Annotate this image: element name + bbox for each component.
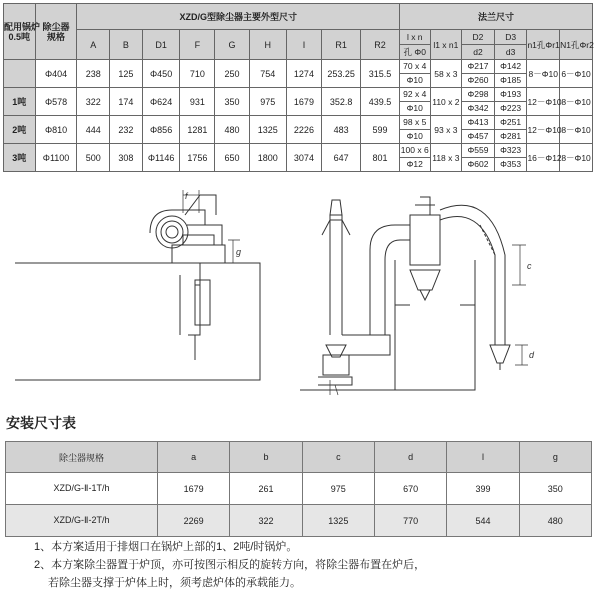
- cell: Φ413: [462, 116, 494, 130]
- cell: 350: [215, 88, 250, 116]
- cell: 315.5: [361, 60, 400, 88]
- col-d0: 孔 Φ0: [403, 47, 426, 57]
- install-header-g: g: [519, 442, 591, 473]
- cell: 8－Φ10: [560, 144, 593, 172]
- cell: 1800: [249, 144, 286, 172]
- row-boiler: 3吨: [4, 144, 36, 172]
- cell-split: [399, 60, 430, 88]
- cell: Φ353: [500, 159, 522, 169]
- cell: 350: [519, 473, 591, 505]
- right-elevation: [300, 197, 528, 395]
- cell: 975: [249, 88, 286, 116]
- col-lxn: l x n: [400, 30, 430, 45]
- cell: 670: [374, 473, 446, 505]
- col-lxn-cell: [399, 30, 430, 60]
- cell: Φ193: [495, 88, 527, 102]
- col-g: G: [215, 30, 250, 60]
- install-header-b: b: [230, 442, 302, 473]
- install-header-d: d: [374, 442, 446, 473]
- cell: 1679: [158, 473, 230, 505]
- cell: Φ223: [500, 103, 522, 113]
- cell: 125: [110, 60, 143, 88]
- cell: 6－Φ10: [560, 60, 593, 88]
- install-header-l: l: [447, 442, 519, 473]
- cell: Φ457: [467, 131, 489, 141]
- row-dust: Φ1100: [35, 144, 77, 172]
- cell: Φ450: [142, 60, 180, 88]
- install-header-c: c: [302, 442, 374, 473]
- cell: 98 x 5: [400, 116, 430, 130]
- cell: 8－Φ10: [560, 88, 593, 116]
- cell: XZD/G-Ⅱ-2T/h: [6, 505, 158, 537]
- table-row: [4, 88, 593, 116]
- note-2: 2、本方案除尘器置于炉顶，亦可按图示相反的旋转方向，将除尘器布置在炉后，: [34, 559, 426, 571]
- cell: Φ559: [462, 144, 494, 158]
- left-elevation: [15, 190, 260, 380]
- cell: 480: [519, 505, 591, 537]
- dim-label-d: d: [529, 350, 535, 360]
- dim-label-f: f: [185, 191, 188, 201]
- cell: 118 x 3: [430, 144, 462, 172]
- cell: 1325: [249, 116, 286, 144]
- cell: Φ323: [495, 144, 527, 158]
- cell: 322: [77, 88, 110, 116]
- cell: 3074: [286, 144, 322, 172]
- cell-split: [399, 144, 430, 172]
- cell: 444: [77, 116, 110, 144]
- cell: Φ142: [495, 60, 527, 74]
- cell: 110 x 2: [430, 88, 462, 116]
- boiler-header: 配用锅炉: [4, 21, 41, 32]
- col-d2: d2: [473, 47, 483, 57]
- cell: XZD/G-Ⅱ-1T/h: [6, 473, 158, 505]
- cell: 70 x 4: [400, 60, 430, 74]
- table-row: [4, 60, 593, 88]
- col-b: B: [110, 30, 143, 60]
- cell: 710: [180, 60, 215, 88]
- install-title: 安装尺寸表: [6, 415, 76, 431]
- col-h: H: [249, 30, 286, 60]
- dim-label-c: c: [527, 261, 532, 271]
- cell: Φ10: [406, 75, 423, 85]
- cell: 2226: [286, 116, 322, 144]
- cell-split: [494, 88, 527, 116]
- cell-split: [399, 116, 430, 144]
- cell: 975: [302, 473, 374, 505]
- col-r1: R1: [322, 30, 361, 60]
- cell: 8－Φ10: [560, 116, 593, 144]
- cell: 100 x 6: [400, 144, 430, 158]
- cell: Φ602: [467, 159, 489, 169]
- cell: Φ624: [142, 88, 180, 116]
- cell-split: [494, 116, 527, 144]
- cell: 93 x 3: [430, 116, 462, 144]
- cell: 500: [77, 144, 110, 172]
- cell: 352.8: [322, 88, 361, 116]
- cell-split: [462, 144, 495, 172]
- table-row: [4, 144, 593, 172]
- cell: 439.5: [361, 88, 400, 116]
- install-header-a: a: [158, 442, 230, 473]
- col-l1xn1: l1 x n1: [430, 30, 462, 60]
- row-boiler: 2吨: [4, 116, 36, 144]
- col-d1: D1: [142, 30, 180, 60]
- install-header-model: 除尘器规格: [6, 442, 158, 473]
- col-f: F: [180, 30, 215, 60]
- table-row: [6, 505, 592, 537]
- flange-title: 法兰尺寸: [399, 4, 592, 30]
- col-d3: d3: [505, 47, 516, 57]
- cell-split: [462, 116, 495, 144]
- cell: Φ260: [467, 75, 489, 85]
- row-dust: Φ578: [35, 88, 77, 116]
- cell: Φ251: [495, 116, 527, 130]
- cell: Φ281: [500, 131, 522, 141]
- col-N: N1孔Φr2: [560, 30, 593, 60]
- col-n1: n1孔Φr1: [527, 30, 560, 60]
- cell: 480: [215, 116, 250, 144]
- cell: 250: [215, 60, 250, 88]
- cell: 650: [215, 144, 250, 172]
- cell: 399: [447, 473, 519, 505]
- table-row: [4, 116, 593, 144]
- spec-table: [3, 3, 593, 172]
- cell: 92 x 4: [400, 88, 430, 102]
- cell: 12－Φ10: [527, 116, 560, 144]
- cell: 1756: [180, 144, 215, 172]
- cell: 1281: [180, 116, 215, 144]
- cell: 931: [180, 88, 215, 116]
- cell: 322: [230, 505, 302, 537]
- install-header-row: [6, 442, 592, 473]
- cell: 483: [322, 116, 361, 144]
- cell: 1274: [286, 60, 322, 88]
- dust-header: 除尘器规格: [35, 4, 77, 60]
- col-D2-cell: [462, 30, 495, 60]
- cell: 238: [77, 60, 110, 88]
- cell: 16－Φ12: [527, 144, 560, 172]
- cell: 261: [230, 473, 302, 505]
- col-D2: D2: [462, 30, 494, 45]
- boiler-header-cell: [4, 4, 41, 60]
- cell: 647: [322, 144, 361, 172]
- cell: 8－Φ10: [527, 60, 560, 88]
- cell-split: [399, 88, 430, 116]
- cell: 2269: [158, 505, 230, 537]
- cell-split: [462, 88, 495, 116]
- cell: Φ1146: [142, 144, 180, 172]
- cell: 1325: [302, 505, 374, 537]
- cell: 770: [374, 505, 446, 537]
- cell: 754: [249, 60, 286, 88]
- cell: 308: [110, 144, 143, 172]
- cell: 174: [110, 88, 143, 116]
- cell: Φ185: [500, 75, 522, 85]
- cell: Φ12: [406, 159, 423, 169]
- cell: 1679: [286, 88, 322, 116]
- cell: 599: [361, 116, 400, 144]
- cell: Φ856: [142, 116, 180, 144]
- col-i: I: [286, 30, 322, 60]
- col-r2: R2: [361, 30, 400, 60]
- table-row: [6, 473, 592, 505]
- cell: 12－Φ10: [527, 88, 560, 116]
- cell-split: [494, 60, 527, 88]
- cell: Φ10: [406, 103, 423, 113]
- installation-drawing: [0, 185, 597, 407]
- main-title: XZD/G型除尘器主要外型尺寸: [77, 4, 399, 30]
- cell: 544: [447, 505, 519, 537]
- cell: 801: [361, 144, 400, 172]
- row-dust: Φ404: [35, 60, 77, 88]
- col-D3-cell: [494, 30, 527, 60]
- row-boiler: 1吨: [4, 88, 36, 116]
- row-dust: Φ810: [35, 116, 77, 144]
- note-1: 1、本方案适用于排烟口在锅炉上部的1、2吨/时锅炉。: [34, 541, 298, 553]
- cell-split: [494, 144, 527, 172]
- cell-split: [462, 60, 495, 88]
- row-boiler: [4, 60, 36, 88]
- cell: Φ298: [462, 88, 494, 102]
- cell: Φ217: [462, 60, 494, 74]
- note-3: 若除尘器支撑于炉体上时，须考虑炉体的承载能力。: [48, 577, 301, 589]
- col-a: A: [77, 30, 110, 60]
- dim-label-g: g: [236, 247, 242, 257]
- cell: Φ10: [406, 131, 423, 141]
- cell: 253.25: [322, 60, 361, 88]
- install-table: [5, 441, 592, 537]
- cell: Φ342: [467, 103, 489, 113]
- cell: 232: [110, 116, 143, 144]
- col-D3: D3: [495, 30, 527, 45]
- boiler-sub: 0.5吨: [8, 31, 31, 42]
- cell: 58 x 3: [430, 60, 462, 88]
